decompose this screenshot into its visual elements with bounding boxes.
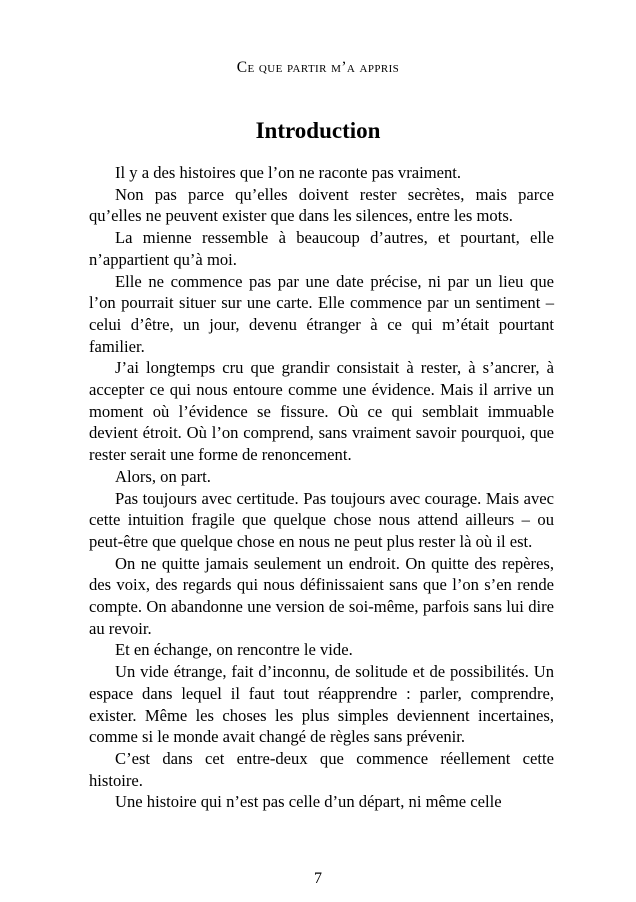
running-header: Ce que partir m’a appris: [236, 59, 400, 76]
paragraph: Alors, on part.: [115, 466, 211, 486]
paragraph: Un vide étrange, fait d’inconnu, de solitude et de possibilités. Un espace dans lequel il faut tout réapprendre : parler, comprendre, exister. Même les choses les plus simples deviennent incertaines, comme si le monde avait changé de règles sans prévenir.: [89, 662, 554, 747]
chapter-title: Introduction: [255, 118, 381, 143]
paragraph: Pas toujours avec certitude. Pas toujours avec courage. Mais avec cette intuition fragile que quelque chose nous attend ailleurs – ou peut-être que quelque chose en nous ne peut plus rester là où il est.: [89, 488, 554, 551]
paragraph: Une histoire qui n’est pas celle d’un départ, ni même celle: [115, 792, 502, 812]
page-number: 7: [314, 870, 322, 887]
paragraph: On ne quitte jamais seulement un endroit. On quitte des repères, des voix, des regards qui nous définissaient sans que l’on s’en rende compte. On abandonne une version de soi-même, parfois sans lui dire au revoir.: [89, 553, 554, 638]
paragraph: C’est dans cet entre-deux que commence réellement cette histoire.: [89, 748, 554, 790]
paragraph: Non pas parce qu’elles doivent rester secrètes, mais parce qu’elles ne peuvent exister que dans les silences, entre les mots.: [89, 184, 554, 226]
paragraph: Et en échange, on rencontre le vide.: [115, 640, 353, 660]
paragraph: Il y a des histoires que l’on ne raconte pas vraiment.: [115, 163, 462, 182]
paragraph: La mienne ressemble à beaucoup d’autres, et pourtant, elle n’appartient qu’à moi.: [89, 228, 554, 269]
paragraph: Elle ne commence pas par une date précise, ni par un lieu que l’on pourrait situer sur une carte. Elle commence par un sentiment – celui d’être, un jour, devenu étranger à ce qui m’était pourtant familier.: [89, 271, 554, 356]
paragraph: J’ai longtemps cru que grandir consistait à rester, à s’ancrer, à accepter ce qui nous entoure comme une évidence. Mais il arrive un moment où l’évidence se fissure. Où ce qui semblait immuable devient étroit. Où l’on comprend, sans vraiment savoir pourquoi, que rester serait une forme de renoncement.: [89, 358, 554, 465]
body-text: [89, 162, 554, 813]
